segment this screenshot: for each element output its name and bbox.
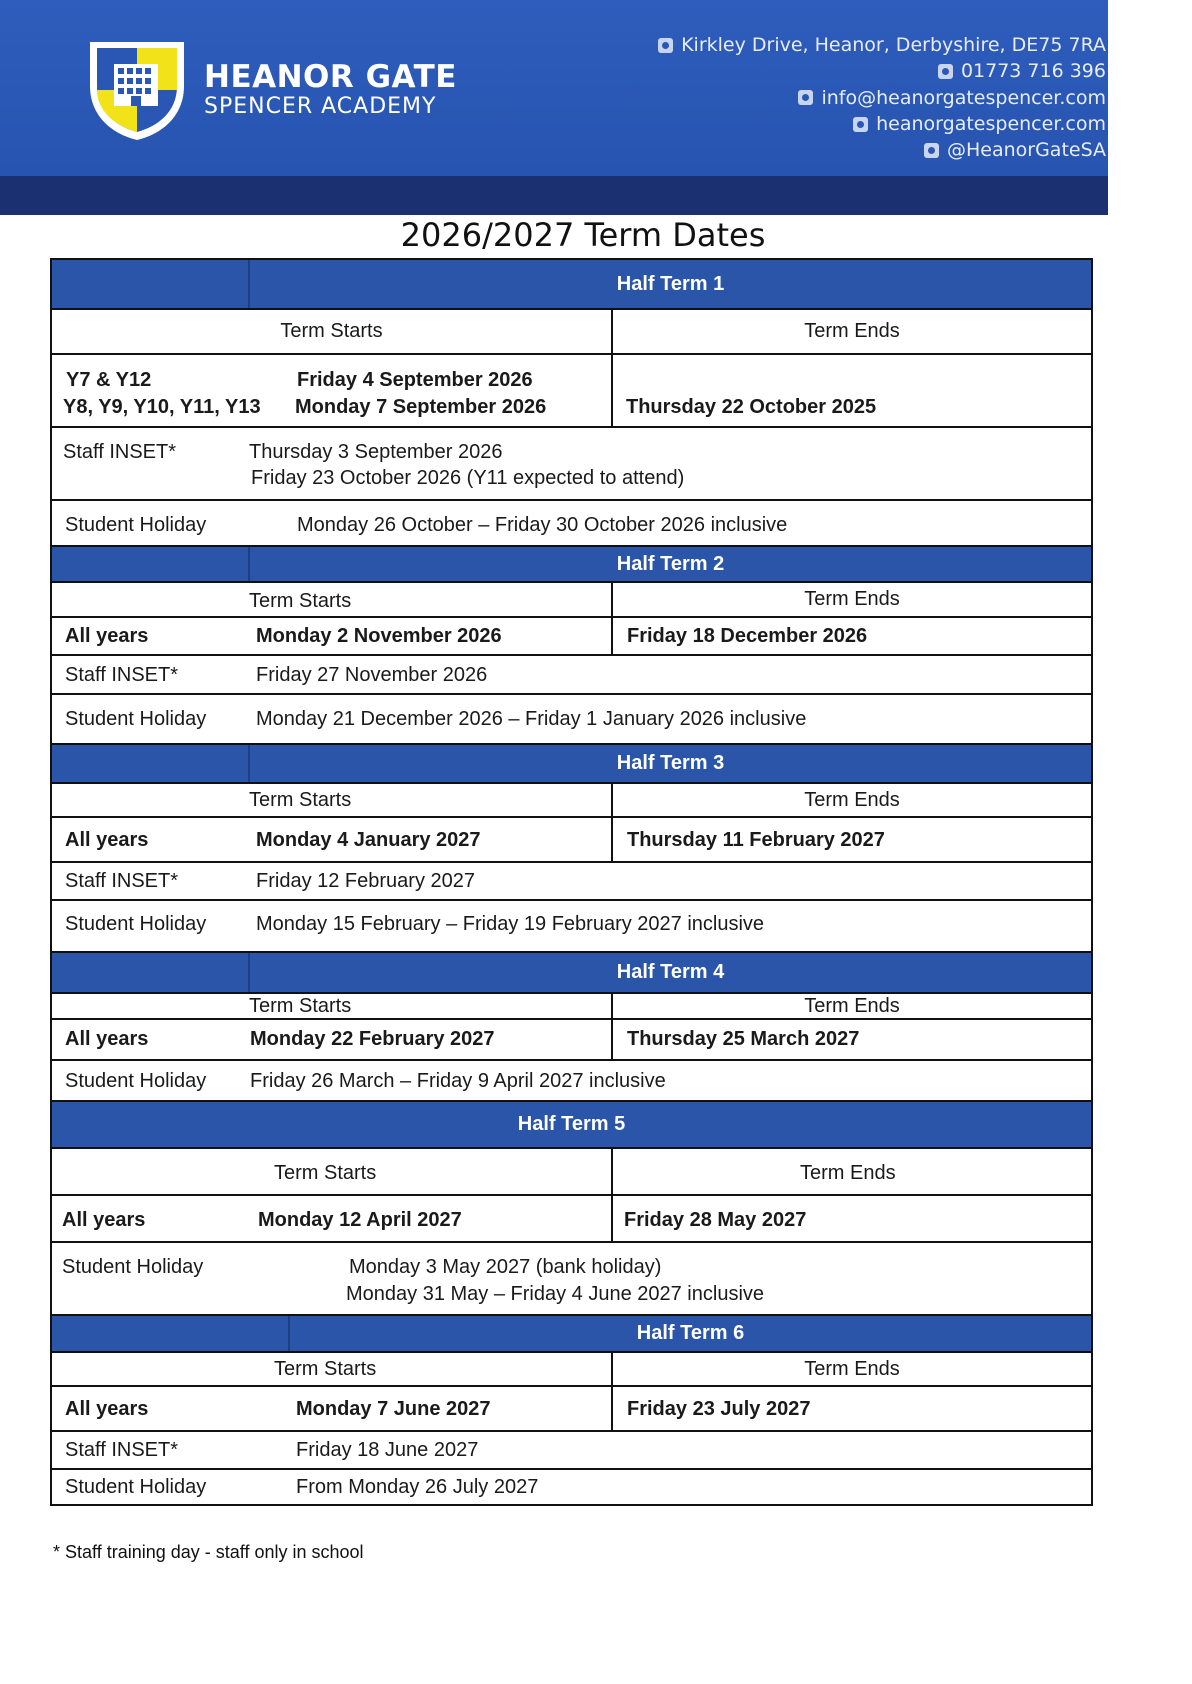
twitter-icon (924, 143, 939, 158)
holiday-label: Student Holiday (65, 708, 207, 730)
table-row (52, 1468, 1091, 1504)
year-group: All years (65, 829, 149, 851)
start-date: Friday 4 September 2026 (297, 369, 533, 391)
end-date: Friday 28 May 2027 (624, 1209, 807, 1231)
website-link[interactable]: heanorgatespencer.com (876, 112, 1106, 135)
holiday-label: Student Holiday (65, 913, 207, 935)
twitter-link[interactable]: @HeanorGateSA (946, 139, 1106, 162)
end-date: Thursday 11 February 2027 (627, 829, 885, 851)
holiday-dates: Friday 26 March – Friday 9 April 2027 inclusive (250, 1070, 666, 1092)
table-row (52, 1059, 1091, 1100)
term-ends-label: Term Ends (804, 1357, 900, 1380)
start-date: Monday 12 April 2027 (258, 1209, 462, 1231)
table-row (52, 308, 1091, 353)
school-shield-logo (84, 38, 190, 142)
page-title: 2026/2027 Term Dates (400, 216, 766, 254)
term-ends-label: Term Ends (804, 320, 900, 342)
table-row (52, 693, 1091, 743)
inset-date: Thursday 3 September 2026 (249, 441, 503, 463)
table-row (52, 616, 1091, 654)
location-icon (658, 38, 673, 53)
inset-label: Staff INSET* (65, 870, 179, 892)
email-icon (798, 90, 813, 105)
holiday-label: Student Holiday (62, 1256, 204, 1278)
term-header (52, 1314, 1091, 1351)
start-date: Monday 2 November 2026 (256, 625, 502, 647)
school-name-line2: SPENCER ACADEMY (204, 94, 437, 119)
table-row (52, 816, 1091, 861)
inset-date: Friday 23 October 2026 (Y11 expected to attend) (251, 467, 685, 489)
holiday-dates: Monday 3 May 2027 (bank holiday) (349, 1256, 662, 1278)
holiday-dates: Monday 15 February – Friday 19 February 2027 inclusive (256, 913, 765, 935)
table-row (52, 581, 1091, 616)
term-header (52, 743, 1091, 782)
year-group: Y7 & Y12 (66, 369, 152, 391)
start-date: Monday 7 September 2026 (295, 396, 547, 418)
holiday-dates: Monday 26 October – Friday 30 October 2026 inclusive (297, 514, 788, 536)
holiday-label: Student Holiday (65, 514, 207, 536)
table-row (52, 1018, 1091, 1059)
holiday-dates: Monday 21 December 2026 – Friday 1 January 2026 inclusive (256, 708, 807, 730)
phone-icon (938, 64, 953, 79)
term-heading: Half Term 6 (636, 1322, 745, 1344)
term-starts-label: Term Starts (274, 1358, 377, 1380)
inset-date: Friday 18 June 2027 (296, 1439, 479, 1461)
inset-label: Staff INSET* (65, 664, 179, 686)
holiday-dates: Monday 31 May – Friday 4 June 2027 inclusive (346, 1283, 765, 1305)
start-date: Monday 7 June 2027 (296, 1398, 491, 1420)
table-row (52, 654, 1091, 693)
table-row (52, 1147, 1091, 1194)
inset-label: Staff INSET* (63, 441, 177, 463)
year-group: All years (65, 1028, 149, 1050)
year-group: All years (65, 625, 149, 647)
table-row (52, 426, 1091, 499)
term-heading: Half Term 5 (517, 1113, 626, 1135)
table-row (52, 353, 1091, 426)
year-group: All years (62, 1209, 146, 1231)
table-row (52, 899, 1091, 951)
phone-text: 01773 716 396 (960, 60, 1106, 83)
term-heading: Half Term 3 (616, 752, 725, 774)
term-starts-label: Term Starts (249, 590, 352, 612)
term-starts-label: Term Starts (274, 1162, 377, 1184)
inset-date: Friday 27 November 2026 (256, 664, 488, 686)
term-heading: Half Term 2 (616, 552, 725, 575)
holiday-label: Student Holiday (65, 1070, 207, 1092)
term-starts-label: Term Starts (249, 995, 352, 1017)
end-date: Thursday 25 March 2027 (627, 1028, 860, 1050)
term-heading: Half Term 1 (616, 272, 725, 295)
term-ends-label: Term Ends (804, 994, 900, 1017)
term-header (52, 545, 1091, 581)
year-group: All years (65, 1398, 149, 1420)
inset-date: Friday 12 February 2027 (256, 870, 476, 892)
term-header (52, 260, 1091, 308)
term-ends-label: Term Ends (804, 788, 900, 811)
term-dates-table (50, 258, 1093, 1506)
table-row (52, 782, 1091, 816)
year-group: Y8, Y9, Y10, Y11, Y13 (63, 396, 261, 418)
start-date: Monday 4 January 2027 (256, 829, 481, 851)
start-date: Monday 22 February 2027 (250, 1028, 495, 1050)
holiday-dates: From Monday 26 July 2027 (296, 1476, 539, 1498)
end-date: Thursday 22 October 2025 (626, 396, 877, 418)
table-row (52, 1385, 1091, 1430)
table-row (52, 1430, 1091, 1468)
holiday-label: Student Holiday (65, 1476, 207, 1498)
header-strip (0, 176, 1108, 215)
term-heading: Half Term 4 (616, 961, 725, 983)
contact-block (658, 32, 1106, 163)
end-date: Friday 23 July 2027 (627, 1398, 811, 1420)
term-header (52, 951, 1091, 992)
table-row (52, 1351, 1091, 1385)
school-name (204, 60, 457, 120)
term-header (52, 1100, 1091, 1147)
term-starts-label: Term Starts (249, 789, 352, 811)
table-row (52, 499, 1091, 545)
term-ends-label: Term Ends (800, 1162, 896, 1184)
school-name-line1: HEANOR GATE (204, 59, 457, 95)
table-row (52, 1241, 1091, 1314)
table-row (52, 992, 1091, 1018)
web-icon (853, 117, 868, 132)
email-link[interactable]: info@heanorgatespencer.com (821, 86, 1106, 109)
end-date: Friday 18 December 2026 (627, 625, 868, 647)
table-row (52, 1194, 1091, 1241)
address-text: Kirkley Drive, Heanor, Derbyshire, DE75 7RA (681, 34, 1106, 56)
inset-label: Staff INSET* (65, 1439, 179, 1461)
footnote: * Staff training day - staff only in school (53, 1542, 364, 1562)
term-ends-label: Term Ends (804, 588, 900, 610)
table-row (52, 861, 1091, 899)
term-starts-label: Term Starts (280, 320, 383, 342)
